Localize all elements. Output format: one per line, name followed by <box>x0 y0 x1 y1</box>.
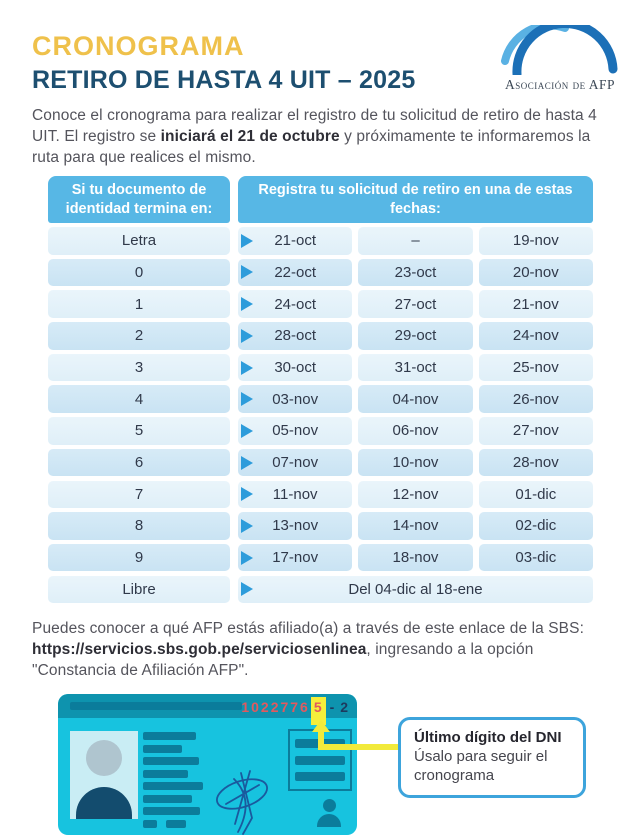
info-line <box>295 756 345 765</box>
date-cell: 04-nov <box>358 385 472 413</box>
callout-body: Úsalo para seguir el cronograma <box>414 748 548 784</box>
table-row <box>48 481 593 509</box>
schedule-table <box>48 176 593 603</box>
intro-paragraph <box>32 106 610 168</box>
date-cell: 19-nov <box>479 227 593 255</box>
date-cell: 07-nov <box>238 449 352 477</box>
date-area <box>238 512 593 540</box>
date-cell: 11-nov <box>238 481 352 509</box>
table-row <box>48 385 593 413</box>
card-text-lines <box>143 732 215 828</box>
digit-cell: Libre <box>48 576 230 604</box>
table-row <box>48 417 593 445</box>
photo-placeholder <box>70 731 138 819</box>
page-title: RETIRO DE HASTA 4 UIT – 2025 <box>32 66 416 94</box>
signature-icon <box>213 768 273 835</box>
date-cell: 13-nov <box>238 512 352 540</box>
arrow-right-icon <box>241 361 253 375</box>
digit-cell: 9 <box>48 544 230 572</box>
arrow-right-icon <box>241 519 253 533</box>
date-cell: 02-dic <box>479 512 593 540</box>
card-header-line <box>70 702 242 710</box>
date-cell: 28-nov <box>479 449 593 477</box>
digit-cell: 3 <box>48 354 230 382</box>
table-row <box>48 259 593 287</box>
sbs-text-pre: Puedes conocer a qué AFP estás afiliado(a) a través de este enlace de la SBS: <box>32 620 584 637</box>
intro-text-post: y próximamente te informaremos la ruta para que realices el mismo. <box>32 127 591 166</box>
table-row <box>48 290 593 318</box>
text-line <box>143 757 199 765</box>
table-row <box>48 322 593 350</box>
table-row <box>48 449 593 477</box>
dni-number-suffix: - 2 <box>329 699 349 715</box>
date-area <box>238 322 593 350</box>
digit-cell: 0 <box>48 259 230 287</box>
date-cell: 31-oct <box>358 354 472 382</box>
dni-callout <box>398 717 586 798</box>
text-line <box>143 820 157 828</box>
date-cell: 05-nov <box>238 417 352 445</box>
date-cell: 14-nov <box>358 512 472 540</box>
date-cell: 27-nov <box>479 417 593 445</box>
text-line <box>143 770 188 778</box>
digit-cell: 1 <box>48 290 230 318</box>
date-cell: 25-nov <box>479 354 593 382</box>
date-area <box>238 449 593 477</box>
schedule-rows <box>48 227 593 603</box>
date-area <box>238 544 593 572</box>
date-cell: 17-nov <box>238 544 352 572</box>
dni-last-digit-highlight: 5 <box>311 697 326 725</box>
digit-cell: Letra <box>48 227 230 255</box>
arrow-right-icon <box>241 551 253 565</box>
arrow-right-icon <box>241 297 253 311</box>
date-cell: 21-oct <box>238 227 352 255</box>
text-line <box>143 745 182 753</box>
arrow-right-icon <box>241 456 253 470</box>
sbs-info-paragraph <box>32 619 610 681</box>
date-area <box>238 259 593 287</box>
date-cell: 20-nov <box>479 259 593 287</box>
dni-illustration <box>0 692 640 837</box>
afp-association-logo <box>492 25 628 93</box>
arrow-right-icon <box>241 582 253 596</box>
callout-title: Último dígito del DNI <box>414 729 562 746</box>
date-cell: 06-nov <box>358 417 472 445</box>
text-line <box>143 782 203 790</box>
date-cell: 03-nov <box>238 385 352 413</box>
page-titles <box>32 31 415 95</box>
digit-cell: 5 <box>48 417 230 445</box>
page-title-kicker: CRONOGRAMA <box>32 31 245 61</box>
date-area <box>238 417 593 445</box>
date-area <box>238 227 593 255</box>
date-area <box>238 290 593 318</box>
arrow-right-icon <box>241 487 253 501</box>
text-line <box>143 732 196 740</box>
date-area <box>238 385 593 413</box>
sbs-text-post: , ingresando a la opción "Constancia de Afiliación AFP". <box>32 640 534 679</box>
digit-cell: 2 <box>48 322 230 350</box>
arrow-right-icon <box>241 329 253 343</box>
arrow-right-icon <box>241 234 253 248</box>
date-cell: 24-nov <box>479 322 593 350</box>
person-body-icon <box>317 814 341 827</box>
photo-shoulders-icon <box>76 787 132 819</box>
person-icon <box>316 799 342 827</box>
date-cell: 12-nov <box>358 481 472 509</box>
date-cell: 22-oct <box>238 259 352 287</box>
date-cell: 27-oct <box>358 290 472 318</box>
schedule-table-header <box>48 176 593 223</box>
dni-number-prefix: 1022776 <box>241 699 310 715</box>
date-cell: 28-oct <box>238 322 352 350</box>
date-cell: 21-nov <box>479 290 593 318</box>
sbs-link: https://servicios.sbs.gob.pe/serviciosenlinea <box>32 640 367 658</box>
digit-cell: 8 <box>48 512 230 540</box>
text-line <box>143 807 200 815</box>
digit-cell: 6 <box>48 449 230 477</box>
text-line <box>143 795 192 803</box>
person-head-icon <box>323 799 336 812</box>
text-line-squares <box>143 820 215 828</box>
digit-cell: 4 <box>48 385 230 413</box>
dni-number <box>241 697 349 725</box>
column-header-dates: Registra tu solicitud de retiro en una de estas fechas: <box>238 176 593 223</box>
table-row <box>48 576 593 604</box>
text-line <box>166 820 186 828</box>
info-line <box>295 772 345 781</box>
date-area <box>238 481 593 509</box>
intro-start-date: iniciará el 21 de octubre <box>160 127 340 145</box>
date-cell: 30-oct <box>238 354 352 382</box>
arrow-right-icon <box>241 265 253 279</box>
date-cell: – <box>358 227 472 255</box>
photo-head-icon <box>86 740 122 776</box>
logo-arcs-icon <box>501 25 619 75</box>
date-cell: 10-nov <box>358 449 472 477</box>
column-header-document: Si tu documento de identidad termina en: <box>48 176 230 223</box>
connector-line-horizontal <box>318 744 402 750</box>
table-row <box>48 512 593 540</box>
table-row <box>48 227 593 255</box>
date-cell: 26-nov <box>479 385 593 413</box>
digit-cell: 7 <box>48 481 230 509</box>
date-cell: 01-dic <box>479 481 593 509</box>
table-row <box>48 354 593 382</box>
date-cell: 24-oct <box>238 290 352 318</box>
arrow-right-icon <box>241 424 253 438</box>
date-range-cell: Del 04-dic al 18-ene <box>238 576 593 604</box>
date-cell: 29-oct <box>358 322 472 350</box>
table-row <box>48 544 593 572</box>
dni-card <box>58 694 357 835</box>
date-area <box>238 354 593 382</box>
logo-text: Asociación de AFP <box>504 77 616 92</box>
date-cell: 18-nov <box>358 544 472 572</box>
arrow-right-icon <box>241 392 253 406</box>
date-cell: 03-dic <box>479 544 593 572</box>
date-area <box>238 576 593 604</box>
intro-text-pre: Conoce el cronograma para realizar el registro de tu solicitud de retiro de hasta 4 UIT. El registro se <box>32 107 597 145</box>
date-cell: 23-oct <box>358 259 472 287</box>
